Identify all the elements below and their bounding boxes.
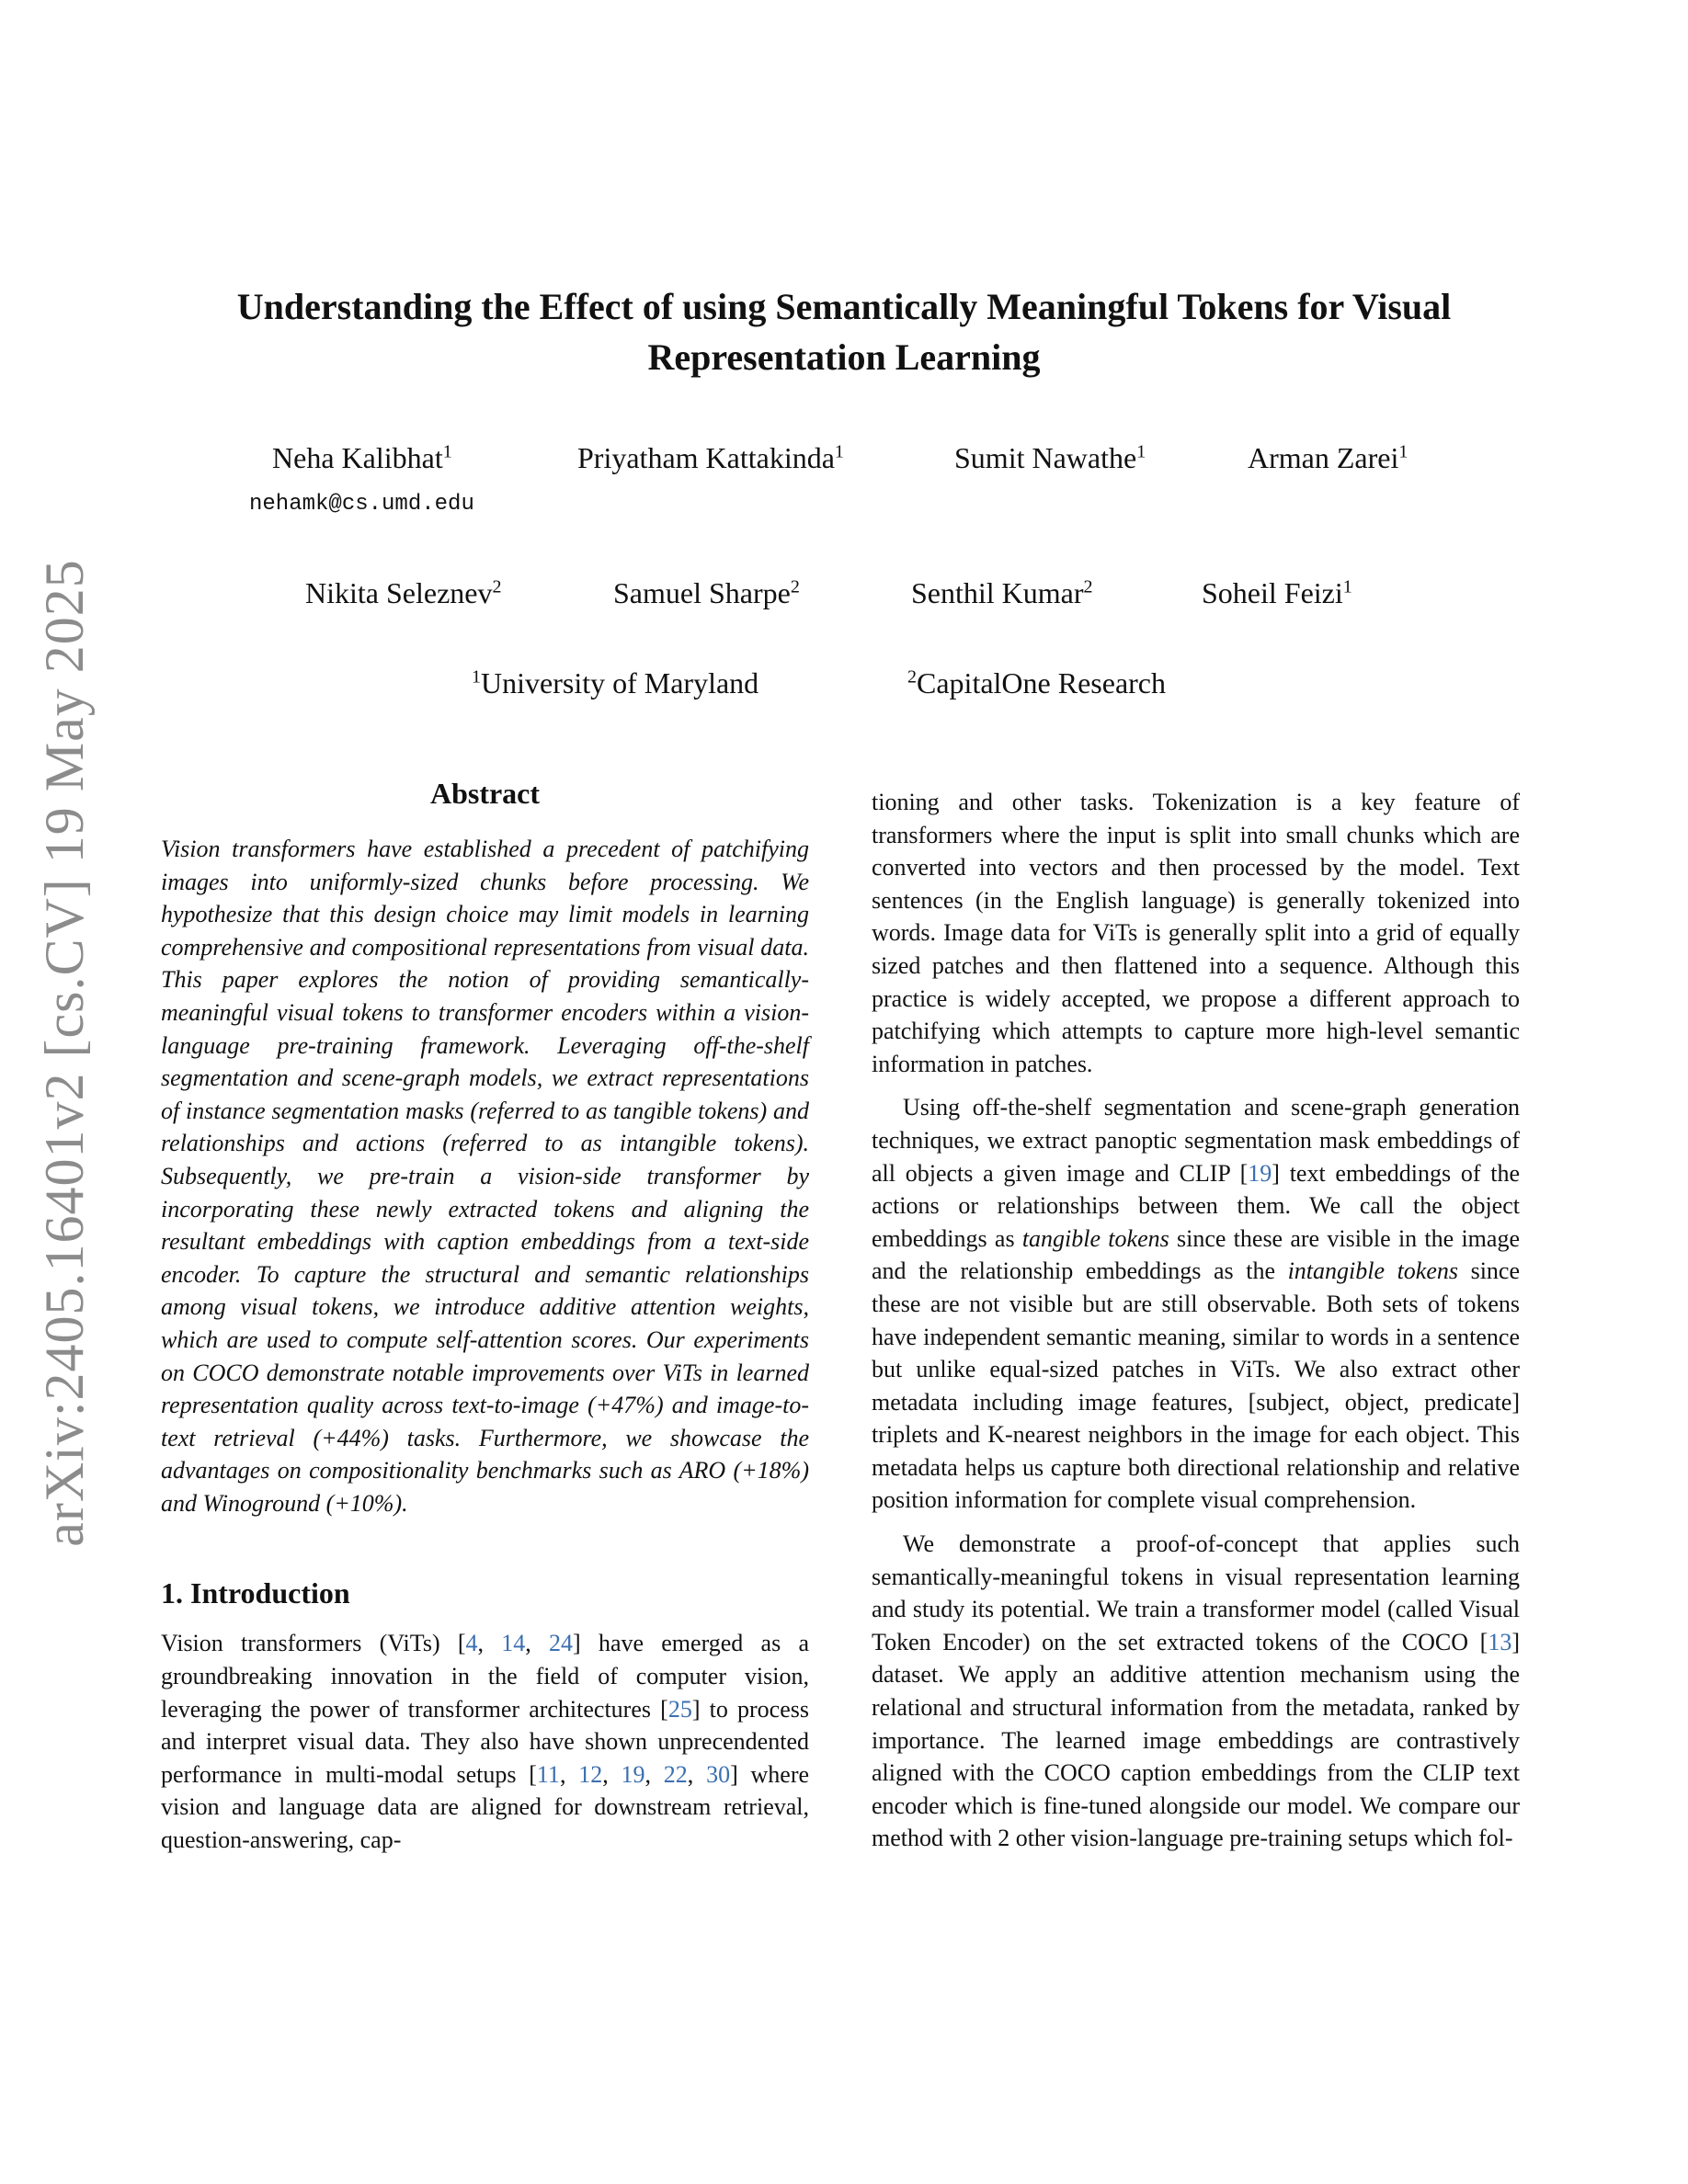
intro-paragraph-2: Using off-the-shelf segmentation and scene-graph generation techniques, we extract panoptic segmentation mask embeddings of all objects a given image and CLIP [19] text embeddings of the actions or relationships between them. We call the object embeddings as tangible tokens since these are visible in the image and the relationship embeddings as the intangible tokens since these are not visible but are still observable. Both sets of tokens have independent semantic meaning, similar to words in a sentence but unlike equal-sized patches in ViTs. We also extract other metadata including image features, [subject, object, predicate] triplets and K-nearest neighbors in the image for each object. This metadata helps us capture both directional relationship and relative position information for complete visual comprehension.: [872, 1094, 1521, 1514]
author-2: Priyatham Kattakinda$^1$: [577, 441, 844, 474]
citation-link[interactable]: 25: [667, 1695, 692, 1723]
author-6: Samuel Sharpe$^2$: [613, 576, 800, 609]
author-7: Senthil Kumar$^2$: [911, 576, 1093, 609]
intro-paragraph-1: Vision transformers (ViTs) [4, 14, 24] have emerged as a groundbreaking innovation in the field of computer vision, leveraging the power of transformer architectures [25] to process and interpret visual data. They also have shown unprecendented performance in multi-modal setups [11, 12, 19, 22, 30] where vision and language data are aligned for downstream retrieval, question-answering, cap-: [161, 1630, 810, 1854]
arxiv-stamp-text: arXiv:2405.16401v2 [cs.CV] 19 May 2025: [33, 558, 95, 1547]
citation-link[interactable]: 13: [1488, 1628, 1512, 1655]
citation-link[interactable]: 30: [706, 1760, 731, 1788]
author-8: Soheil Feizi$^1$: [1202, 576, 1352, 609]
author-5: Nikita Seleznev$^2$: [305, 576, 502, 609]
author-4: Arman Zarei$^1$: [1248, 441, 1409, 474]
introduction-heading: 1. Introduction: [161, 1576, 350, 1610]
citation-link[interactable]: 11: [536, 1760, 560, 1788]
intro-paragraph-3: We demonstrate a proof-of-concept that applies such semantically-meaningful tokens in visual representation learning and study its potential. We train a transformer model (called Visual Token Encoder) on the set extracted tokens of the COCO [13] dataset. We apply an additive attention mechanism using the relational and structural information from the metadata, ranked by importance. The learned image embeddings are contrastively aligned with the COCO caption embeddings from the CLIP text encoder which is fine-tuned alongside our model. We compare our method with 2 other vision-language pre-training setups which fol-: [872, 1530, 1520, 1852]
right-column: [872, 786, 1520, 1855]
citation-link[interactable]: 4: [465, 1630, 478, 1657]
citation-link[interactable]: 19: [1248, 1159, 1272, 1187]
citation-link[interactable]: 19: [621, 1760, 645, 1788]
author-1: Neha Kalibhat$^1$: [272, 441, 452, 474]
paper-title: [138, 281, 1550, 382]
citation-link[interactable]: 12: [578, 1760, 603, 1788]
arxiv-side-stamp: [18, 558, 110, 1547]
title-line-1: Understanding the Effect of using Semantically Meaningful Tokens for Visual: [236, 286, 1452, 327]
intro-paragraph-1-continued: ] where vision and language data are aligned for downstream retrieval, question-answering, cap-: [161, 1760, 810, 1854]
citation-link[interactable]: 24: [549, 1630, 574, 1657]
author-1-email[interactable]: nehamk@cs.umd.edu: [249, 492, 474, 517]
left-column: [161, 777, 809, 1857]
emphasis-intangible-tokens: intangible tokens: [1287, 1257, 1459, 1285]
author-3: Sumit Nawathe$^1$: [954, 441, 1146, 474]
citation-link[interactable]: 14: [501, 1630, 526, 1657]
citation-link[interactable]: 22: [663, 1760, 688, 1788]
affiliation-2: $^2$CapitalOne Research: [907, 666, 1166, 700]
abstract-heading: Abstract: [429, 777, 541, 810]
abstract-text: Vision transformers have established a precedent of patchifying images into uniformly-sized chunks before processing. We hypothesize that this design choice may limit models in learning comprehensive and compositional representations from visual data. This paper explores the notion of providing semantically-meaningful visual tokens to transformer encoders within a vision-language pre-training framework. Leveraging off-the-shelf segmentation and scene-graph models, we extract representations of instance segmentation masks (referred to as tangible tokens) and relationships and actions (referred to as intangible tokens). Subsequently, we pre-train a vision-side transformer by incorporating these newly extracted tokens and aligning the resultant embeddings with caption embeddings from a text-side encoder. To capture the structural and semantic relationships among visual tokens, we introduce additive attention weights, which are used to compute self-attention scores. Our experiments on COCO demonstrate notable improvements over ViTs in learned representation quality across text-to-image (+47%) and image-to-text retrieval (+44%) tasks. Furthermore, we showcase the advantages on compositionality benchmarks such as ARO (+18%) and Winoground (+10%).: [161, 836, 809, 1517]
intro-paragraph-1-overflow: tioning and other tasks. Tokenization is a key feature of transformers where the input is split into small chunks which are converted into vectors and then processed by the model. Text sentences (in the English language) is generally tokenized into words. Image data for ViTs is generally split into a grid of equally sized patches and then flattened into a sequence. Although this practice is widely accepted, we propose a different approach to patchifying which attempts to capture more high-level semantic information in patches.: [872, 789, 1520, 1077]
emphasis-tangible-tokens: tangible tokens: [1021, 1224, 1169, 1252]
title-line-2: Representation Learning: [647, 336, 1041, 378]
affiliation-1: $^1$University of Maryland: [472, 666, 759, 700]
